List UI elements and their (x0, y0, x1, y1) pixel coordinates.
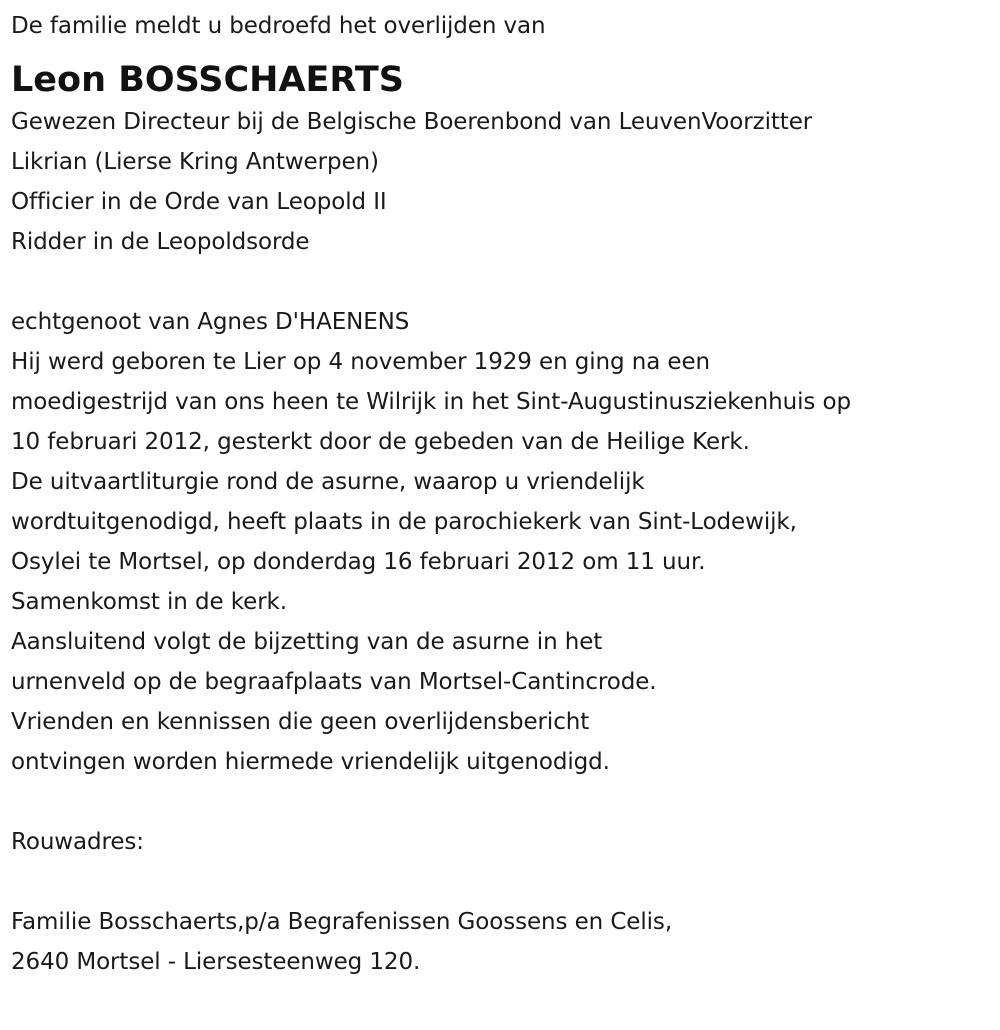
intro-text: De familie meldt u bedroefd het overlijden van (11, 13, 546, 39)
body-block (11, 302, 996, 782)
address-line: Familie Bosschaerts,p/a Begrafenissen Goossens en Celis, (11, 909, 673, 935)
body-line: 10 februari 2012, gesterkt door de gebeden van de Heilige Kerk. (11, 429, 750, 455)
body-line: moedigestrijd van ons heen te Wilrijk in het Sint-Augustinusziekenhuis op (11, 389, 851, 415)
address-line: 2640 Mortsel - Liersesteenweg 120. (11, 949, 421, 975)
address-block (11, 902, 996, 982)
body-line: Aansluitend volgt de bijzetting van de asurne in het (11, 629, 603, 655)
body-line: Osylei te Mortsel, op donderdag 16 februari 2012 om 11 uur. (11, 549, 706, 575)
death-notice (11, 6, 996, 982)
spacer (11, 862, 996, 902)
title-line: Officier in de Orde van Leopold II (11, 189, 387, 215)
body-line: urnenveld op de begraafplaats van Mortsel-Cantincrode. (11, 669, 657, 695)
body-line: Vrienden en kennissen die geen overlijdensbericht (11, 709, 590, 735)
body-line: wordtuitgenodigd, heeft plaats in de parochiekerk van Sint-Lodewijk, (11, 509, 797, 535)
body-line: Samenkomst in de kerk. (11, 589, 287, 615)
title-line: Likrian (Lierse Kring Antwerpen) (11, 149, 379, 175)
spouse-line: echtgenoot van Agnes D'HAENENS (11, 309, 410, 335)
title-line: Ridder in de Leopoldsorde (11, 229, 310, 255)
body-line: ontvingen worden hiermede vriendelijk uitgenodigd. (11, 749, 610, 775)
spacer (11, 782, 996, 822)
body-line: Hij werd geboren te Lier op 4 november 1929 en ging na een (11, 349, 711, 375)
body-line: De uitvaartliturgie rond de asurne, waarop u vriendelijk (11, 469, 645, 495)
spacer (11, 262, 996, 302)
title-line: Gewezen Directeur bij de Belgische Boerenbond van LeuvenVoorzitter (11, 109, 813, 135)
deceased-name: Leon BOSSCHAERTS (11, 60, 404, 100)
address-label: Rouwadres: (11, 829, 144, 855)
titles-block (11, 102, 996, 262)
